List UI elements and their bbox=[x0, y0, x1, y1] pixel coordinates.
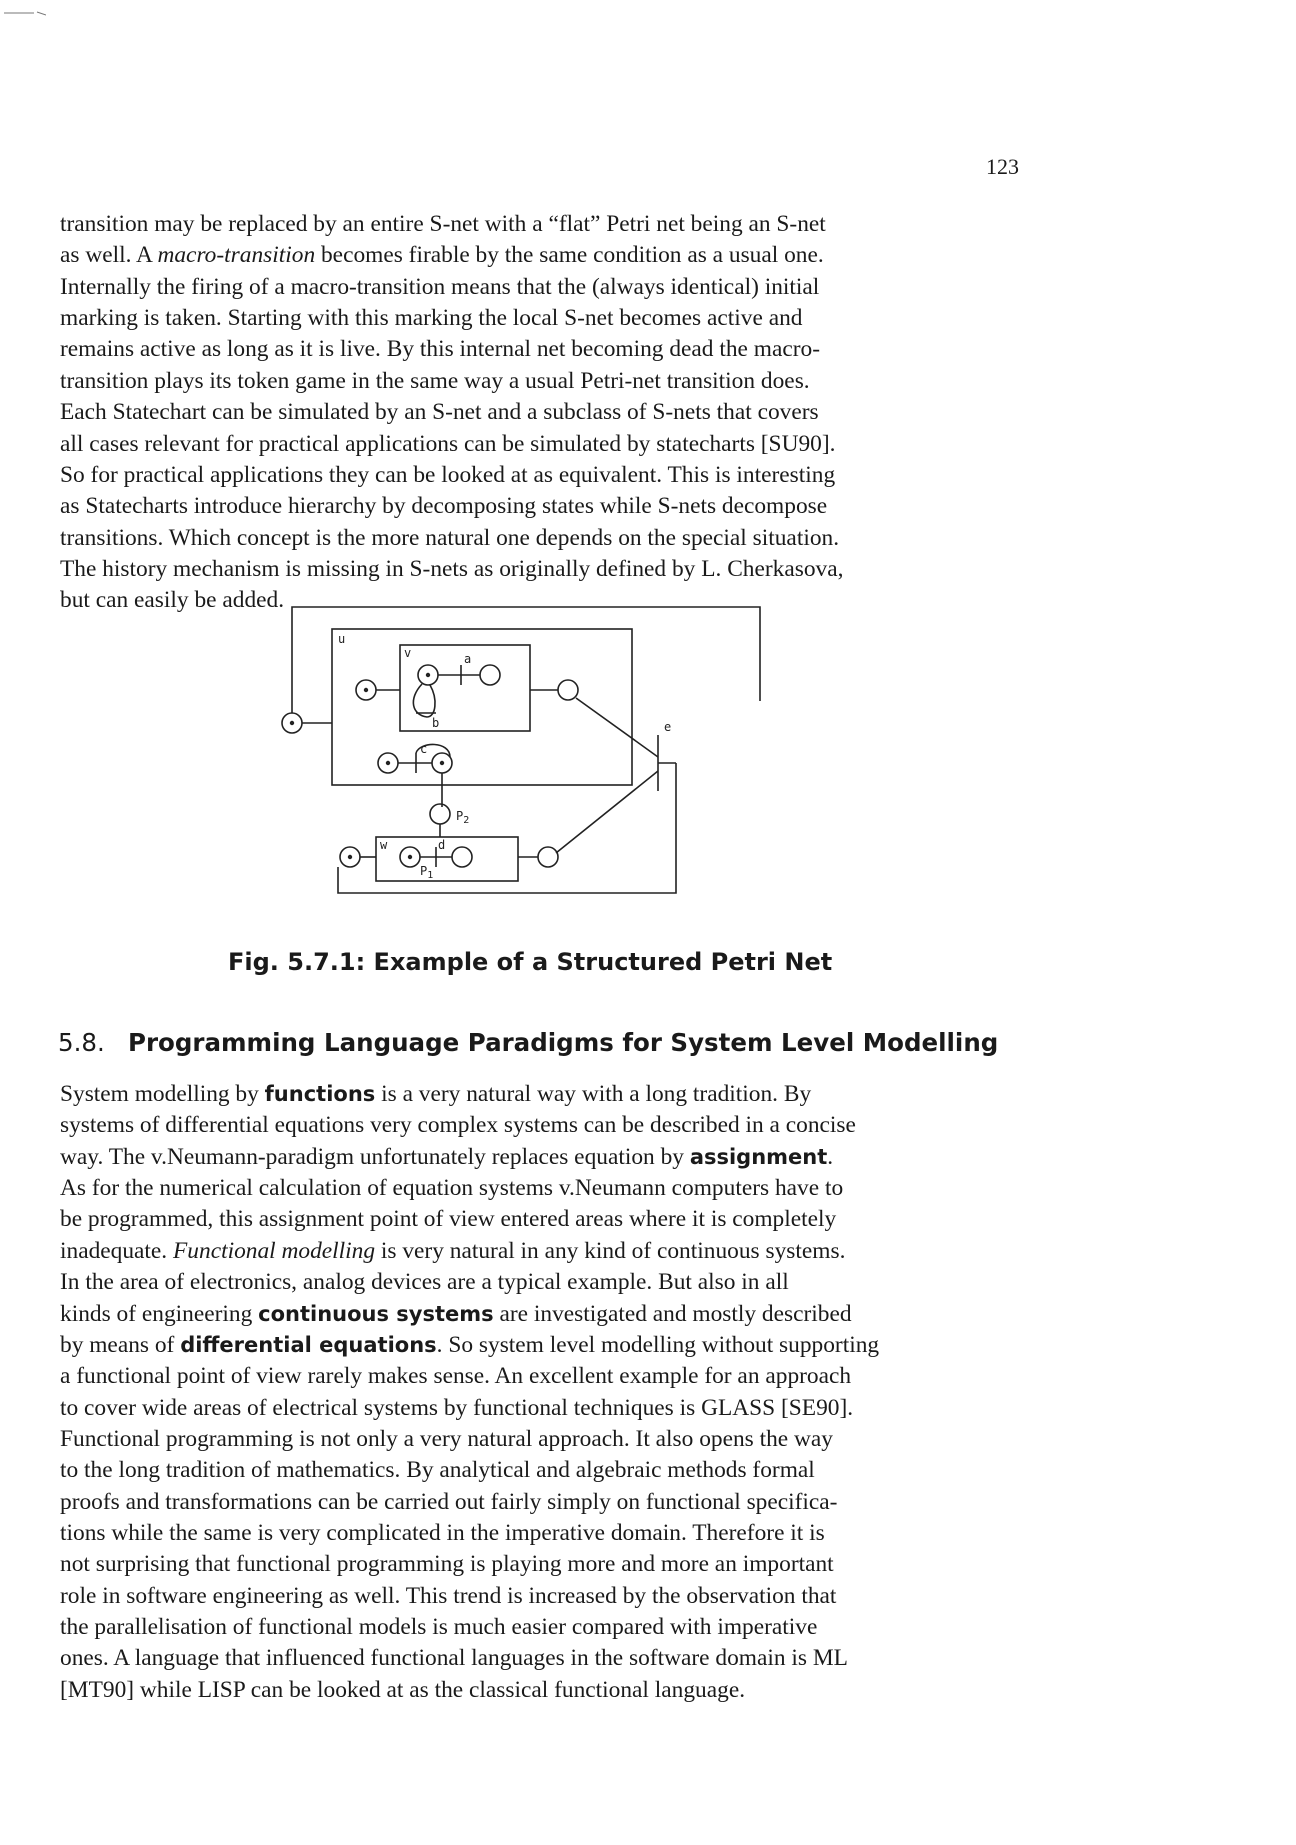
text-line: to cover wide areas of electrical systems by functional techniques is GLASS [SE90]. bbox=[60, 1394, 854, 1421]
label-u: u bbox=[338, 632, 346, 646]
text-line: by means of differential equations. So system level modelling without supporting bbox=[60, 1331, 880, 1358]
text-line: role in software engineering as well. This trend is increased by the observation that bbox=[60, 1582, 837, 1609]
text-line: transitions. Which concept is the more natural one depends on the special situation. bbox=[60, 524, 840, 551]
label-b: b bbox=[432, 716, 440, 730]
section-title: Programming Language Paradigms for System Level Modelling bbox=[128, 1028, 999, 1057]
label-d: d bbox=[438, 838, 446, 852]
text-line: way. The v.Neumann-paradigm unfortunately replaces equation by assignment. bbox=[60, 1143, 834, 1170]
text-line: Functional programming is not only a very natural approach. It also opens the way bbox=[60, 1425, 833, 1452]
text-line: System modelling by functions is a very natural way with a long tradition. By bbox=[60, 1081, 812, 1107]
text-line: as Statecharts introduce hierarchy by decomposing states while S-nets decompose bbox=[60, 493, 828, 520]
macro-transition-u bbox=[332, 629, 632, 785]
text-line: a functional point of view rarely makes sense. An excellent example for an approach bbox=[60, 1363, 852, 1390]
paragraph-snets bbox=[60, 209, 1015, 617]
text-line: remains active as long as it is live. By this internal net becoming dead the macro- bbox=[60, 336, 820, 363]
label-v: v bbox=[404, 646, 412, 660]
petri-net-figure bbox=[270, 595, 770, 925]
term-functional-modelling: Functional modelling bbox=[173, 1237, 376, 1264]
term-functions: functions bbox=[264, 1082, 376, 1106]
term-differential-equations: differential equations bbox=[180, 1332, 437, 1357]
text-line: kinds of engineering continuous systems are investigated and mostly described bbox=[60, 1300, 852, 1327]
text-line: not surprising that functional programming is playing more and more an important bbox=[60, 1551, 834, 1578]
text-line: tions while the same is very complicated in the imperative domain. Therefore it is bbox=[60, 1520, 825, 1547]
label-p1: $P_1$ bbox=[420, 864, 434, 881]
text-line: [MT90] while LISP can be looked at as the classical functional language. bbox=[60, 1676, 746, 1703]
text-line: be programmed, this assignment point of view entered areas where it is completely bbox=[60, 1206, 837, 1233]
text-line: Internally the firing of a macro-transition means that the (always identical) initial bbox=[60, 273, 820, 300]
text-line: the parallelisation of functional models is much easier compared with imperative bbox=[60, 1614, 818, 1641]
text-line: Each Statechart can be simulated by an S-net and a subclass of S-nets that covers bbox=[60, 399, 819, 426]
term-continuous-systems: continuous systems bbox=[258, 1301, 494, 1326]
label-a: a bbox=[464, 652, 472, 666]
text-line: As for the numerical calculation of equation systems v.Neumann computers have to bbox=[60, 1175, 844, 1202]
page-number: 123 bbox=[986, 154, 1019, 179]
scan-artifact bbox=[4, 10, 46, 16]
term-macro-transition: macro-transition bbox=[157, 242, 316, 269]
text-line: In the area of electronics, analog devices are a typical example. But also in all bbox=[60, 1269, 789, 1296]
section-heading bbox=[58, 1028, 1018, 1057]
label-c: c bbox=[420, 742, 428, 756]
figure-caption: Fig. 5.7.1: Example of a Structured Petri Net bbox=[228, 948, 833, 976]
text-line: transition plays its token game in the same way a usual Petri-net transition does. bbox=[60, 367, 810, 394]
text-line: as well. A macro-transition becomes firable by the same condition as a usual one. bbox=[60, 242, 824, 269]
text-line: all cases relevant for practical applications can be simulated by statecharts [SU90]. bbox=[60, 430, 836, 457]
petri-net-diagram bbox=[270, 595, 770, 925]
text-line: to the long tradition of mathematics. By analytical and algebraic methods formal bbox=[60, 1457, 815, 1484]
text-line: The history mechanism is missing in S-nets as originally defined by L. Cherkasova, bbox=[60, 555, 844, 582]
section-number: 5.8. bbox=[58, 1028, 105, 1057]
label-e: e bbox=[664, 720, 672, 734]
text-line: transition may be replaced by an entire S-net with a “flat” Petri net being an S-net bbox=[60, 211, 826, 237]
text-line: inadequate. Functional modelling is very natural in any kind of continuous systems. bbox=[60, 1237, 846, 1264]
text-line: proofs and transformations can be carried out fairly simply on functional specifica- bbox=[60, 1488, 838, 1515]
term-assignment: assignment bbox=[689, 1144, 828, 1169]
text-line: systems of differential equations very complex systems can be described in a concise bbox=[60, 1112, 856, 1139]
text-line: ones. A language that influenced functional languages in the software domain is ML bbox=[60, 1645, 848, 1672]
text-line: marking is taken. Starting with this marking the local S-net becomes active and bbox=[60, 305, 803, 332]
text-line: but can easily be added. bbox=[60, 587, 285, 614]
macro-transition-w bbox=[376, 837, 518, 881]
text-line: So for practical applications they can be looked at as equivalent. This is interesting bbox=[60, 461, 836, 488]
label-p2: $P_2$ bbox=[456, 809, 470, 826]
paragraph-functional bbox=[60, 1079, 1018, 1706]
label-w: w bbox=[380, 838, 388, 852]
